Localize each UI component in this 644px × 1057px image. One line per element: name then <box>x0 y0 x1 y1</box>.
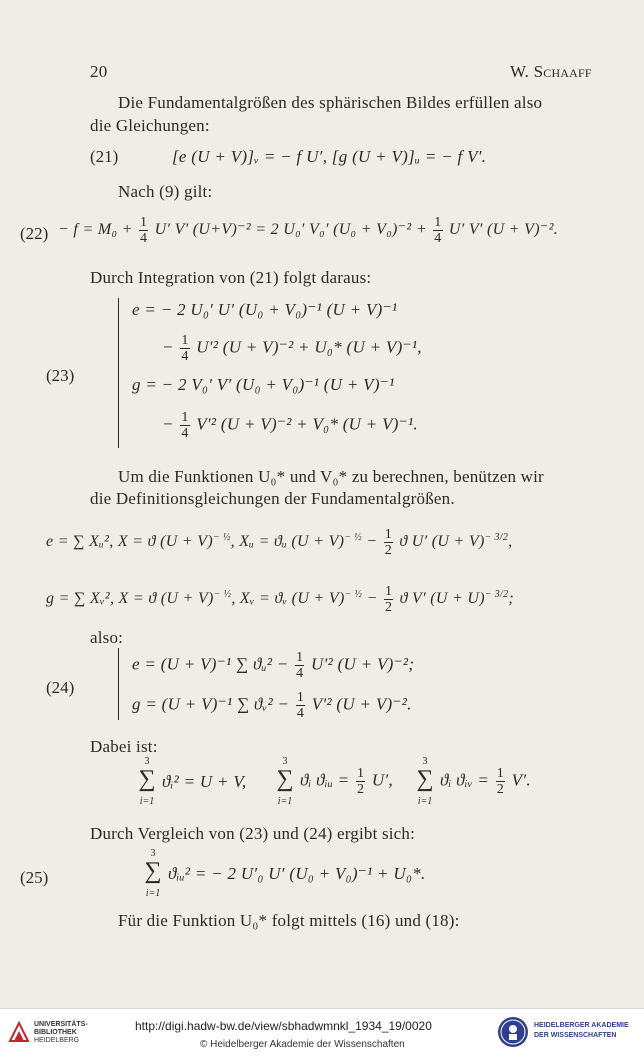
paragraph-line: Durch Integration von (21) folgt daraus: <box>90 268 372 287</box>
dabei-sum3: ϑᵢ ϑᵢᵥ = $\frac{1}{2}$ V′. <box>440 766 531 797</box>
equation-24-line2: g = (U + V)⁻¹ ∑ ϑᵥ² − $\frac{1}{4}$ V′² (U + V)⁻². <box>132 690 412 721</box>
equation-23-line1: e = − 2 U₀′ U′ (U₀ + V₀)⁻¹ (U + V)⁻¹ <box>132 300 398 319</box>
sum-symbol: ∑ <box>276 766 294 792</box>
equation-23-line2: − $\frac{1}{4}$ U′² (U + V)⁻² + U₀* (U + V)⁻¹, <box>162 333 422 364</box>
paragraph-line: also: <box>90 628 124 647</box>
equation-number: (25) <box>20 868 49 887</box>
equation-23-line4: − $\frac{1}{4}$ V′² (U + V)⁻² + V₀* (U + V)⁻¹. <box>162 410 418 441</box>
paragraph-line: die Gleichungen: <box>90 116 210 135</box>
paragraph-line: Um die Funktionen U₀* und V₀* zu berechnen, benützen wir <box>118 467 544 486</box>
library-name-line2: BIBLIOTHEK <box>34 1029 77 1036</box>
left-brace <box>118 648 119 720</box>
sum-lower-limit: i=1 <box>139 796 155 807</box>
paragraph-line: Dabei ist: <box>90 737 158 756</box>
equation-23-line3: g = − 2 V₀′ V′ (U₀ + V₀)⁻¹ (U + V)⁻¹ <box>132 375 395 394</box>
viewer-footer <box>0 1008 644 1057</box>
paragraph-line: Die Fundamentalgrößen des sphärischen Bildes erfüllen also <box>118 93 543 112</box>
equation-24-line1: e = (U + V)⁻¹ ∑ ϑᵤ² − $\frac{1}{4}$ U′² (U + V)⁻²; <box>132 650 415 681</box>
equation-e-definition: e = ∑ Xᵤ², X = ϑ $(U + V)^{- \frac{1}{2}}$, Xᵤ = ϑᵤ $(U + V)^{- \frac{1}{2}}$ − $\frac{1}{2}$ ϑ U′ $(U + V)^{- 3/2}$, <box>46 527 513 558</box>
page-number: 20 <box>90 62 108 81</box>
paragraph-line: Für die Funktion U₀* folgt mittels (16) und (18): <box>118 911 460 930</box>
sum-lower-limit: i=1 <box>145 888 161 899</box>
academy-name-line2: DER WISSENSCHAFTEN <box>534 1032 617 1039</box>
sum-symbol: ∑ <box>144 858 162 884</box>
equation-22: − f = M₀ + $\frac{1}{4}$ U′ V′ (U+V)⁻² = 2 U₀′ V₀′ (U₀ + V₀)⁻² + $\frac{1}{4}$ U′ V′ (U + V)⁻². <box>58 215 559 246</box>
equation-25: ϑᵢᵤ² = − 2 U′₀ U′ (U₀ + V₀)⁻¹ + U₀*. <box>168 864 426 883</box>
equation-number: (23) <box>46 366 75 385</box>
sum-upper-limit: 3 <box>282 756 288 767</box>
left-brace <box>118 298 119 448</box>
equation-number: (21) <box>90 147 119 166</box>
equation-number: (24) <box>46 678 75 697</box>
equation-21: [e (U + V)]ᵥ = − f U′, [g (U + V)]ᵤ = − f V′. <box>172 147 487 166</box>
sum-upper-limit: 3 <box>150 848 156 859</box>
paragraph-line: die Definitionsgleichungen der Fundamentalgrößen. <box>90 489 455 508</box>
running-head-author: W. Schaaff <box>510 62 592 81</box>
university-library-logo-icon <box>8 1021 30 1043</box>
paragraph-line: Durch Vergleich von (23) und (24) ergibt sich: <box>90 824 416 843</box>
sum-symbol: ∑ <box>138 766 156 792</box>
copyright-notice: © Heidelberger Akademie der Wissenschaften <box>200 1039 405 1050</box>
paragraph-line: Nach (9) gilt: <box>118 182 213 201</box>
dabei-sum1: ϑᵢ² = U + V, <box>162 772 247 791</box>
academy-name-line1: HEIDELBERGER AKADEMIE <box>534 1022 629 1029</box>
academy-logo-icon <box>498 1017 528 1047</box>
document-url-link[interactable]: http://digi.hadw-bw.de/view/sbhadwmnkl_1934_19/0020 <box>135 1019 432 1033</box>
library-name-line1: UNIVERSITÄTS- <box>34 1021 88 1028</box>
dabei-sum2: ϑᵢ ϑᵢᵤ = $\frac{1}{2}$ U′, <box>300 766 394 797</box>
sum-lower-limit: i=1 <box>277 796 293 807</box>
sum-upper-limit: 3 <box>422 756 428 767</box>
equation-g-definition: g = ∑ Xᵥ², X = ϑ $(U + V)^{- \frac{1}{2}}$, Xᵥ = ϑᵥ $(U + V)^{- \frac{1}{2}}$ − $\frac{1}{2}$ ϑ V′ $(U + U)^{- 3/2}$; <box>46 584 515 615</box>
equation-number: (22) <box>20 224 49 243</box>
library-name-line3: HEIDELBERG <box>34 1037 80 1044</box>
sum-lower-limit: i=1 <box>417 796 433 807</box>
sum-upper-limit: 3 <box>144 756 150 767</box>
sum-symbol: ∑ <box>416 766 434 792</box>
